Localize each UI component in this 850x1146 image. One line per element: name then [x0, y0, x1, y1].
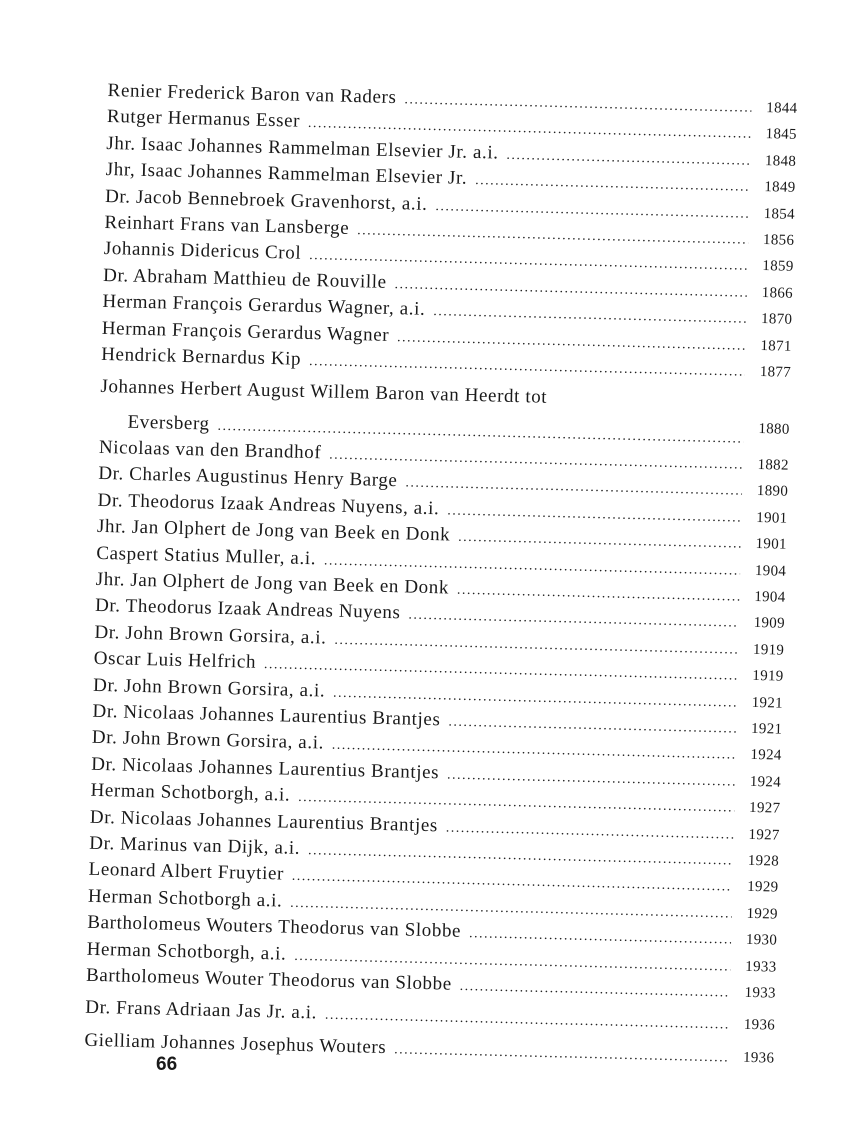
- entry-name: Dr. Nicolaas Johannes Laurentius Brantjes: [92, 700, 441, 731]
- entry-year: 1901: [755, 536, 787, 553]
- entry-year: 1856: [762, 232, 795, 249]
- entry-year: 1845: [765, 126, 798, 144]
- entry-name: Herman Schotborgh, a.i.: [90, 779, 291, 806]
- entry-year: 1877: [759, 363, 792, 381]
- entry-year: 1927: [748, 800, 781, 817]
- entry-name: Dr. Frans Adriaan Jas Jr. a.i.: [85, 997, 318, 1024]
- entry-name: Herman François Gerardus Wagner, a.i.: [102, 291, 426, 320]
- entry-name: Leonard Albert Fruytier: [88, 859, 285, 885]
- entry-name: Jhr. Jan Olphert de Jong van Beek en Donk: [96, 516, 451, 546]
- entry-year: 1936: [743, 1017, 776, 1034]
- entry-year: 1882: [757, 457, 789, 474]
- dot-leader: [555, 403, 744, 408]
- entry-name: Oscar Luis Helfrich: [93, 648, 257, 673]
- entry-year: 1924: [749, 773, 782, 791]
- entry-year: 1919: [752, 668, 784, 685]
- entry-year: 1866: [761, 284, 794, 302]
- entry-year: 1870: [760, 311, 793, 328]
- entry-year: 1844: [766, 100, 798, 117]
- entry-name: Johannis Didericus Crol: [103, 238, 302, 265]
- entry-name: Renier Frederick Baron van Raders: [107, 79, 397, 109]
- entry-year: 1904: [754, 562, 787, 580]
- entry-year: 1933: [745, 958, 777, 976]
- entry-list: [84, 78, 798, 1071]
- entry-year: 1919: [752, 641, 785, 659]
- entry-year: 1859: [762, 258, 794, 276]
- entry-year: 1928: [747, 852, 780, 870]
- entry-name: Nicolaas van den Brandhof: [98, 436, 322, 464]
- entry-year: 1871: [760, 337, 792, 355]
- entry-name: Bartholomeus Wouters Theodorus van Slobbe: [87, 911, 462, 942]
- entry-year: 1930: [745, 931, 778, 949]
- entry-year: 1927: [748, 826, 780, 844]
- dot-leader: [325, 1003, 730, 1039]
- entry-year: 1929: [747, 879, 779, 896]
- entry-year: 1904: [754, 588, 786, 606]
- dot-leader: [394, 1037, 729, 1072]
- entry-year: 1880: [758, 420, 790, 438]
- entry-name: Herman Schotborgh a.i.: [87, 885, 283, 912]
- entry-name: Dr. Charles Augustinus Henry Barge: [98, 463, 398, 492]
- entry-name: Herman François Gerardus Wagner: [101, 317, 390, 346]
- entry-name: Herman Schotborgh, a.i.: [86, 938, 287, 965]
- entry-name: Jhr. Jan Olphert de Jong van Beek en Donk: [95, 568, 450, 599]
- entry-year: 1921: [751, 694, 784, 712]
- entry-name: Dr. John Brown Gorsira, a.i.: [92, 674, 326, 702]
- entry-name: Dr. Theodorus Izaak Andreas Nuyens, a.i.: [97, 489, 440, 520]
- entry-name: Eversberg: [127, 411, 210, 435]
- entry-year: 1929: [746, 905, 778, 923]
- dot-leader: [459, 974, 730, 1007]
- entry-name: Caspert Statius Muller, a.i.: [96, 542, 317, 569]
- entry-name: Dr. Nicolaas Johannes Laurentius Brantjes: [90, 753, 440, 784]
- entry-name: Hendrick Bernardus Kip: [100, 343, 302, 370]
- entry-year: 1924: [750, 747, 782, 765]
- entry-year: 1936: [742, 1049, 775, 1067]
- entry-year: 1921: [750, 720, 783, 738]
- entry-year: [750, 408, 790, 409]
- entry-name: Dr. Theodorus Izaak Andreas Nuyens: [94, 595, 401, 624]
- entry-name: Dr. Marinus van Dijk, a.i.: [89, 832, 301, 859]
- entry-name: Jhr, Isaac Johannes Rammelman Elsevier Jr.: [105, 159, 468, 189]
- entry-name: Dr. Abraham Matthieu de Rouville: [102, 264, 387, 293]
- entry-name: Gielliam Johannes Josephus Wouters: [84, 1029, 387, 1058]
- entry-name: Dr. Jacob Bennebroek Gravenhorst, a.i.: [104, 185, 428, 215]
- entry-name: Jhr. Isaac Johannes Rammelman Elsevier Jr. a.i.: [106, 132, 499, 164]
- entry-year: 1849: [764, 179, 796, 196]
- entry-name: Dr. John Brown Gorsira, a.i.: [91, 727, 325, 754]
- entry-year: 1890: [756, 483, 789, 501]
- entry-name: Johannes Herbert August Willem Baron van Heerdt tot: [100, 376, 548, 409]
- entry-year: 1901: [756, 509, 788, 527]
- entry-name: Dr. Nicolaas Johannes Laurentius Brantjes: [89, 806, 439, 836]
- entry-year: 1848: [764, 152, 797, 170]
- entry-name: Bartholomeus Wouter Theodorus van Slobbe: [85, 964, 453, 995]
- entry-name: Rutger Hermanus Esser: [106, 106, 301, 133]
- entry-year: 1933: [744, 984, 777, 1002]
- entry-year: 1909: [753, 615, 786, 633]
- entry-name: Dr. John Brown Gorsira, a.i.: [94, 621, 327, 649]
- entry-year: 1854: [763, 205, 796, 223]
- entry-name: Reinhart Frans van Lansberge: [104, 211, 350, 239]
- page-number: 66: [156, 1054, 178, 1075]
